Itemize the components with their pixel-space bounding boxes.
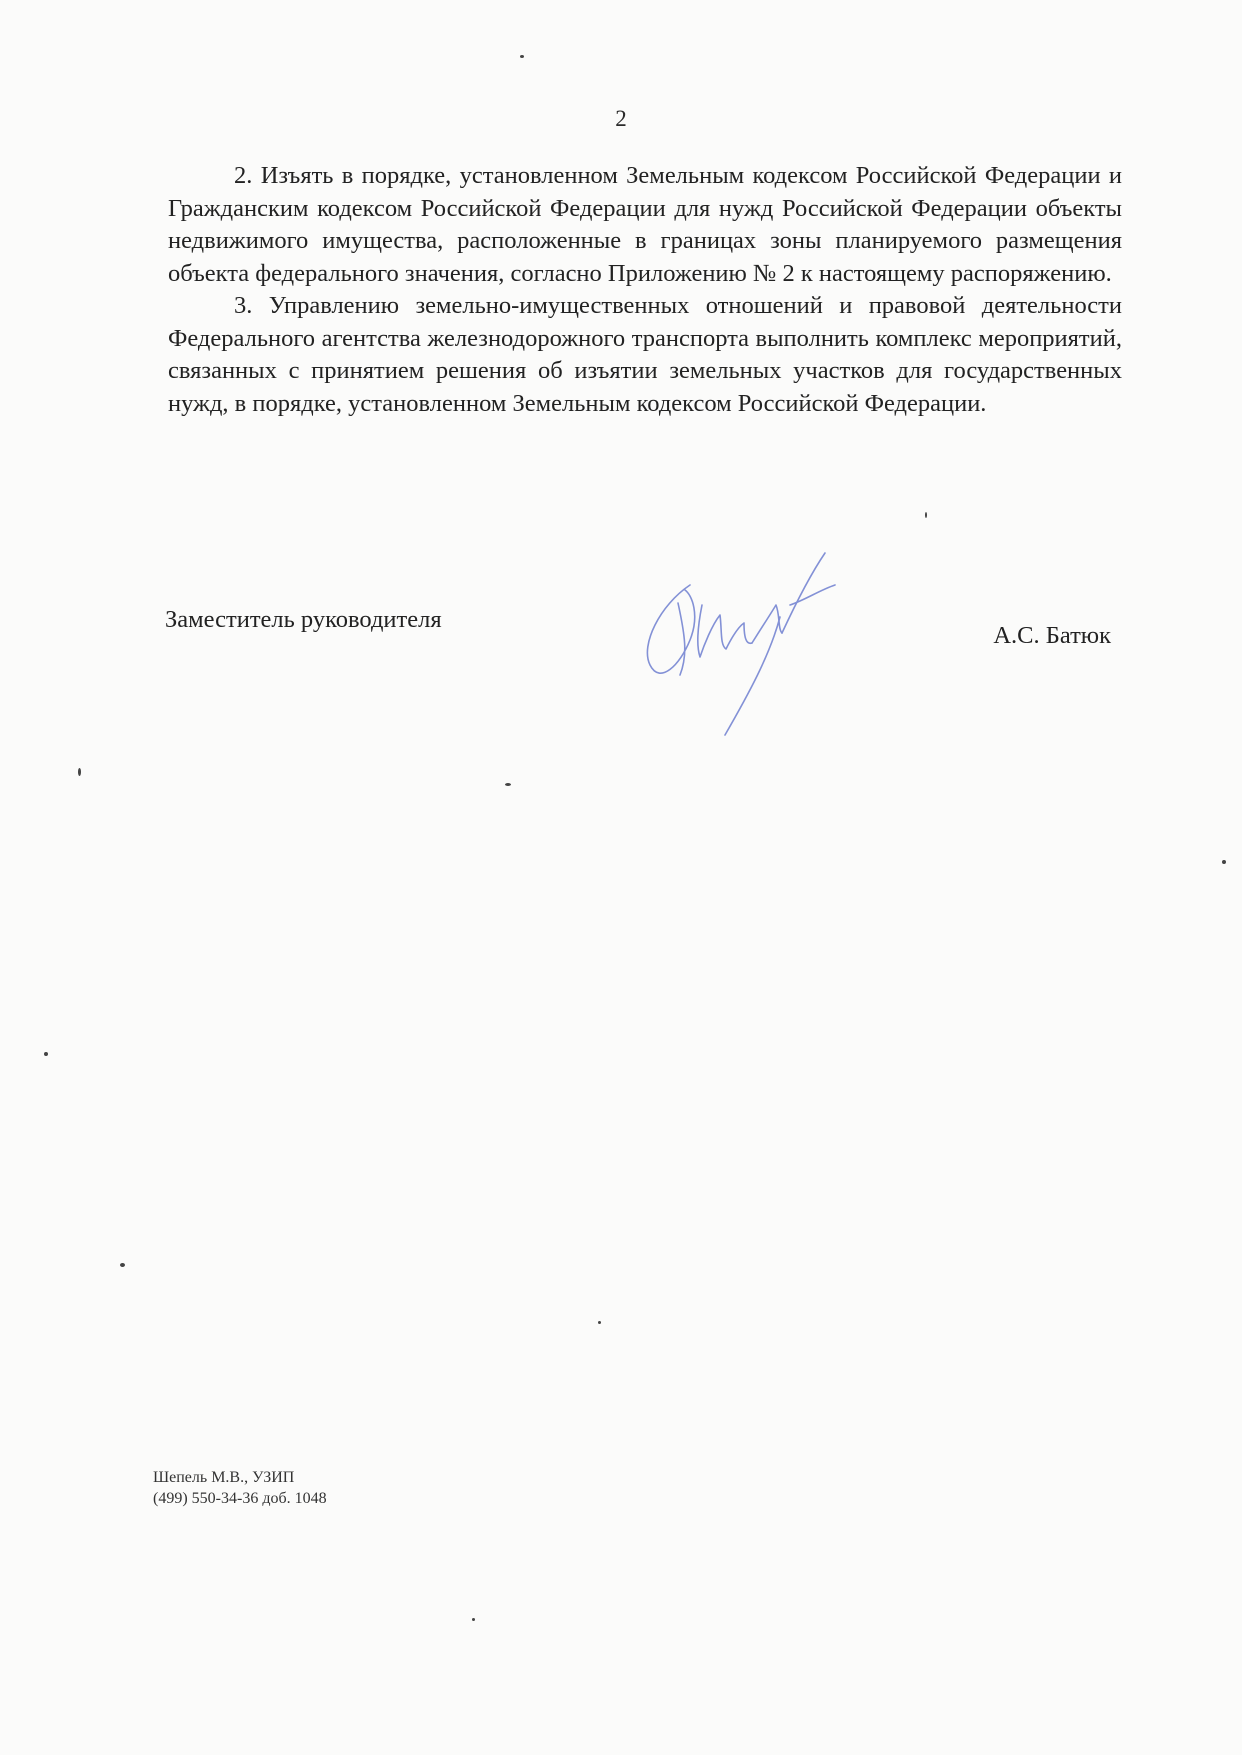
scan-speck [472,1618,475,1621]
page-number: 2 [615,106,627,131]
signer-name: А.С. Батюк [993,622,1111,649]
scan-speck [925,512,927,518]
executor-name: Шепель М.В., УЗИП [153,1469,295,1486]
document-body [168,160,1122,420]
scan-speck [598,1321,601,1324]
scan-speck [520,55,524,58]
scan-speck [1222,860,1226,864]
executor-info [153,1467,327,1509]
paragraph-item-2: 2. Изъять в порядке, установленном Земельным кодексом Российской Федерации и Гражданским кодексом Российской Федерации для нужд Российской Федерации объекты недвижимого имущества, расположенные в границах зоны планируемого размещения объекта федерального значения, согласно Приложению № 2 к настоящему распоряжению. [168,162,1122,287]
handwritten-signature [630,545,870,745]
paragraph-item-3: 3. Управлению земельно-имущественных отношений и правовой деятельности Федерального агентства железнодорожного транспорта выполнить комплекс мероприятий, связанных с принятием решения об изъятии земельных участков для государственных нужд, в порядке, установленном Земельным кодексом Российской Федерации. [168,292,1122,417]
executor-phone: (499) 550-34-36 доб. 1048 [153,1490,327,1507]
scan-speck [120,1263,125,1267]
scan-speck [505,783,511,786]
scan-speck [44,1052,48,1056]
scan-speck [78,768,81,776]
signer-position: Заместитель руководителя [165,606,442,633]
